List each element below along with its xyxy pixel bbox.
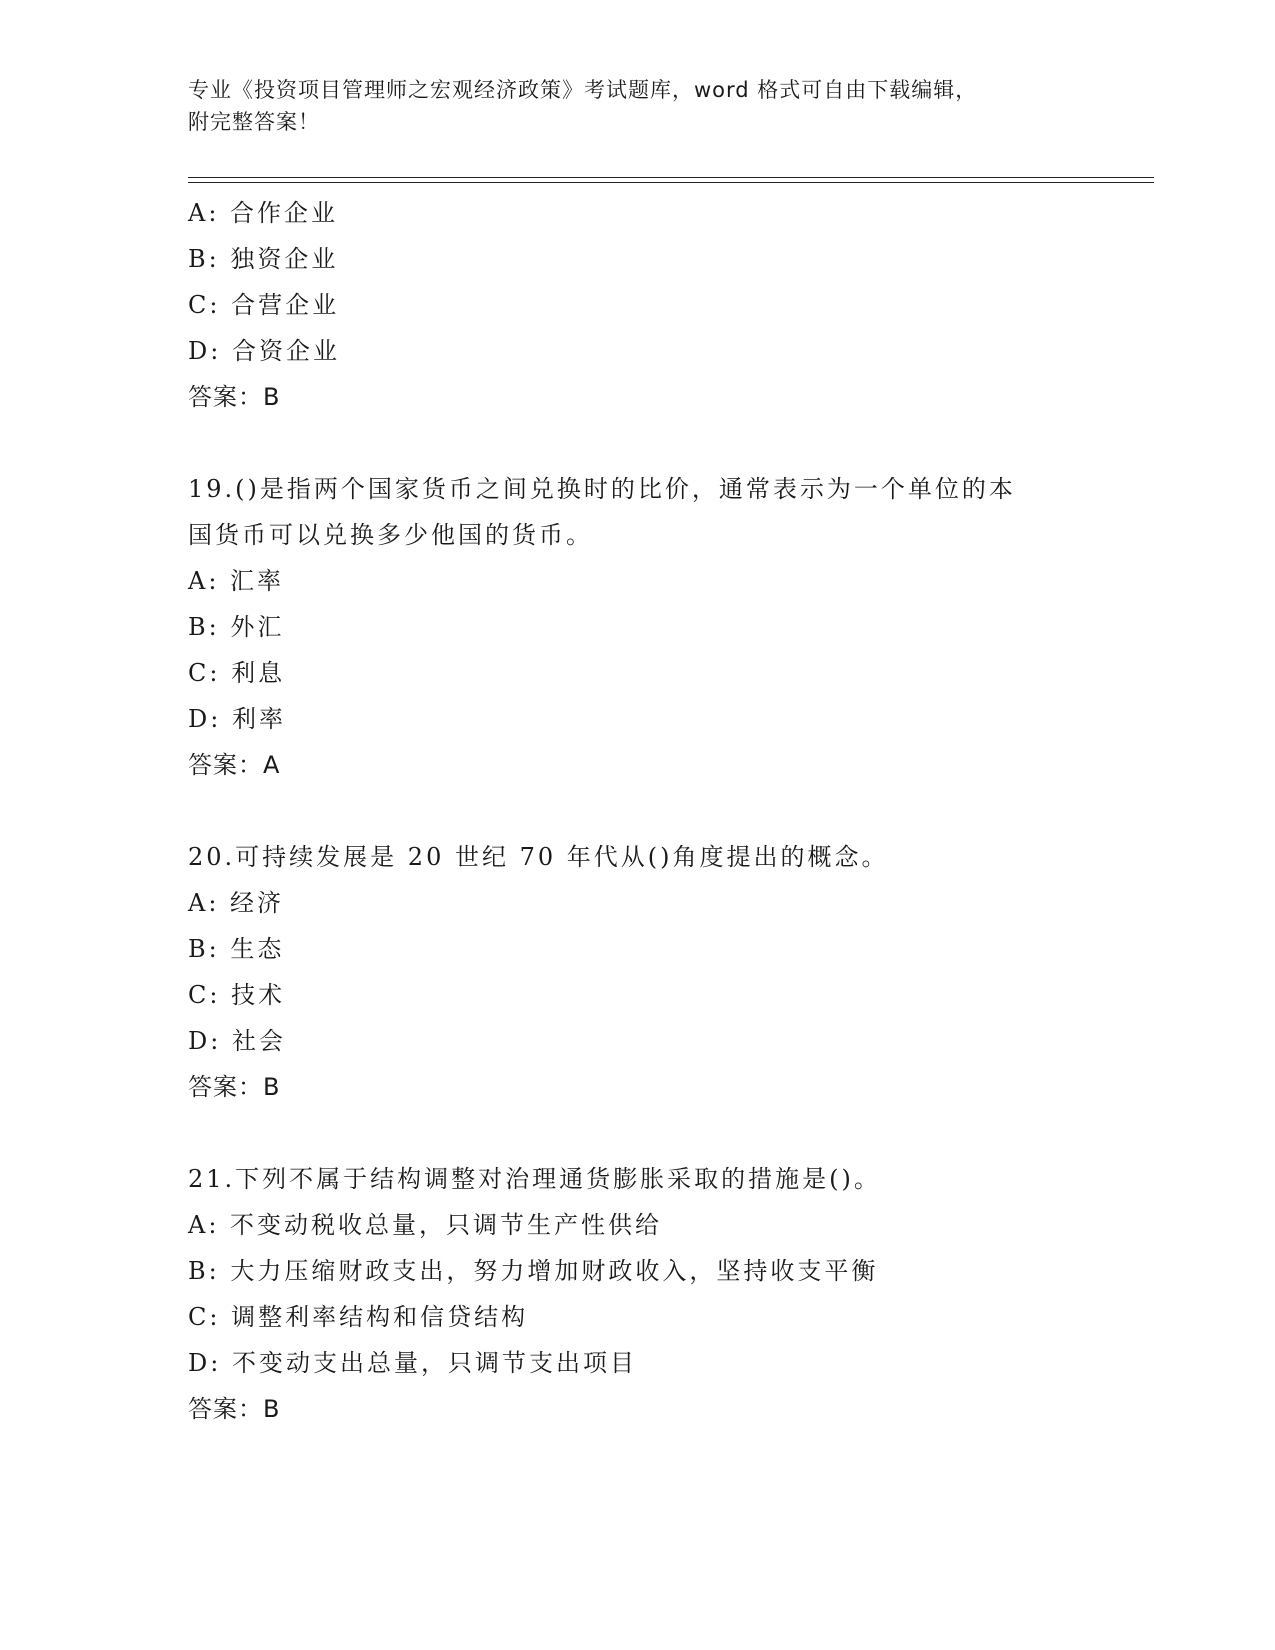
- question-text-line: 国货币可以兑换多少他国的货币。: [188, 521, 593, 549]
- option-d: D: 利率: [188, 705, 286, 733]
- option-d: D: 合资企业: [188, 337, 340, 365]
- question-text-line: 21.下列不属于结构调整对治理通货膨胀采取的措施是()。: [188, 1165, 881, 1193]
- option-c: C: 技术: [188, 981, 286, 1009]
- option-d: D: 社会: [188, 1027, 286, 1055]
- header-line-1: 专业《投资项目管理师之宏观经济政策》考试题库，word 格式可自由下载编辑，: [188, 78, 978, 102]
- option-c: C: 利息: [188, 659, 286, 687]
- option-b: B: 独资企业: [188, 245, 339, 273]
- header-divider-top: [188, 177, 1154, 178]
- spacer: [188, 420, 1148, 466]
- spacer: [188, 1110, 1148, 1156]
- option-c: C: 调整利率结构和信贷结构: [188, 1303, 529, 1331]
- question-block-prev: [188, 190, 1148, 420]
- option-b: B: 外汇: [188, 613, 285, 641]
- question-list: [188, 190, 1148, 1432]
- question-text-line: 20.可持续发展是 20 世纪 70 年代从()角度提出的概念。: [188, 843, 889, 871]
- header-divider-bottom: [188, 182, 1154, 183]
- option-a: A: 汇率: [188, 567, 285, 595]
- option-a: A: 合作企业: [188, 199, 339, 227]
- option-a: A: 经济: [188, 889, 285, 917]
- question-block-19: [188, 466, 1148, 788]
- answer-line: 答案：A: [188, 751, 281, 779]
- option-b: B: 生态: [188, 935, 285, 963]
- document-header: [188, 74, 1088, 138]
- option-b: B: 大力压缩财政支出，努力增加财政收入，坚持收支平衡: [188, 1257, 879, 1285]
- answer-line: 答案：B: [188, 1073, 281, 1101]
- answer-line: 答案：B: [188, 383, 281, 411]
- option-c: C: 合营企业: [188, 291, 340, 319]
- question-text-line: 19.()是指两个国家货币之间兑换时的比价，通常表示为一个单位的本: [188, 475, 1016, 503]
- question-block-21: [188, 1156, 1148, 1432]
- header-line-2: 附完整答案！: [188, 110, 320, 134]
- spacer: [188, 788, 1148, 834]
- answer-line: 答案：B: [188, 1395, 281, 1423]
- option-a: A: 不变动税收总量，只调节生产性供给: [188, 1211, 663, 1239]
- question-block-20: [188, 834, 1148, 1110]
- option-d: D: 不变动支出总量，只调节支出项目: [188, 1349, 637, 1377]
